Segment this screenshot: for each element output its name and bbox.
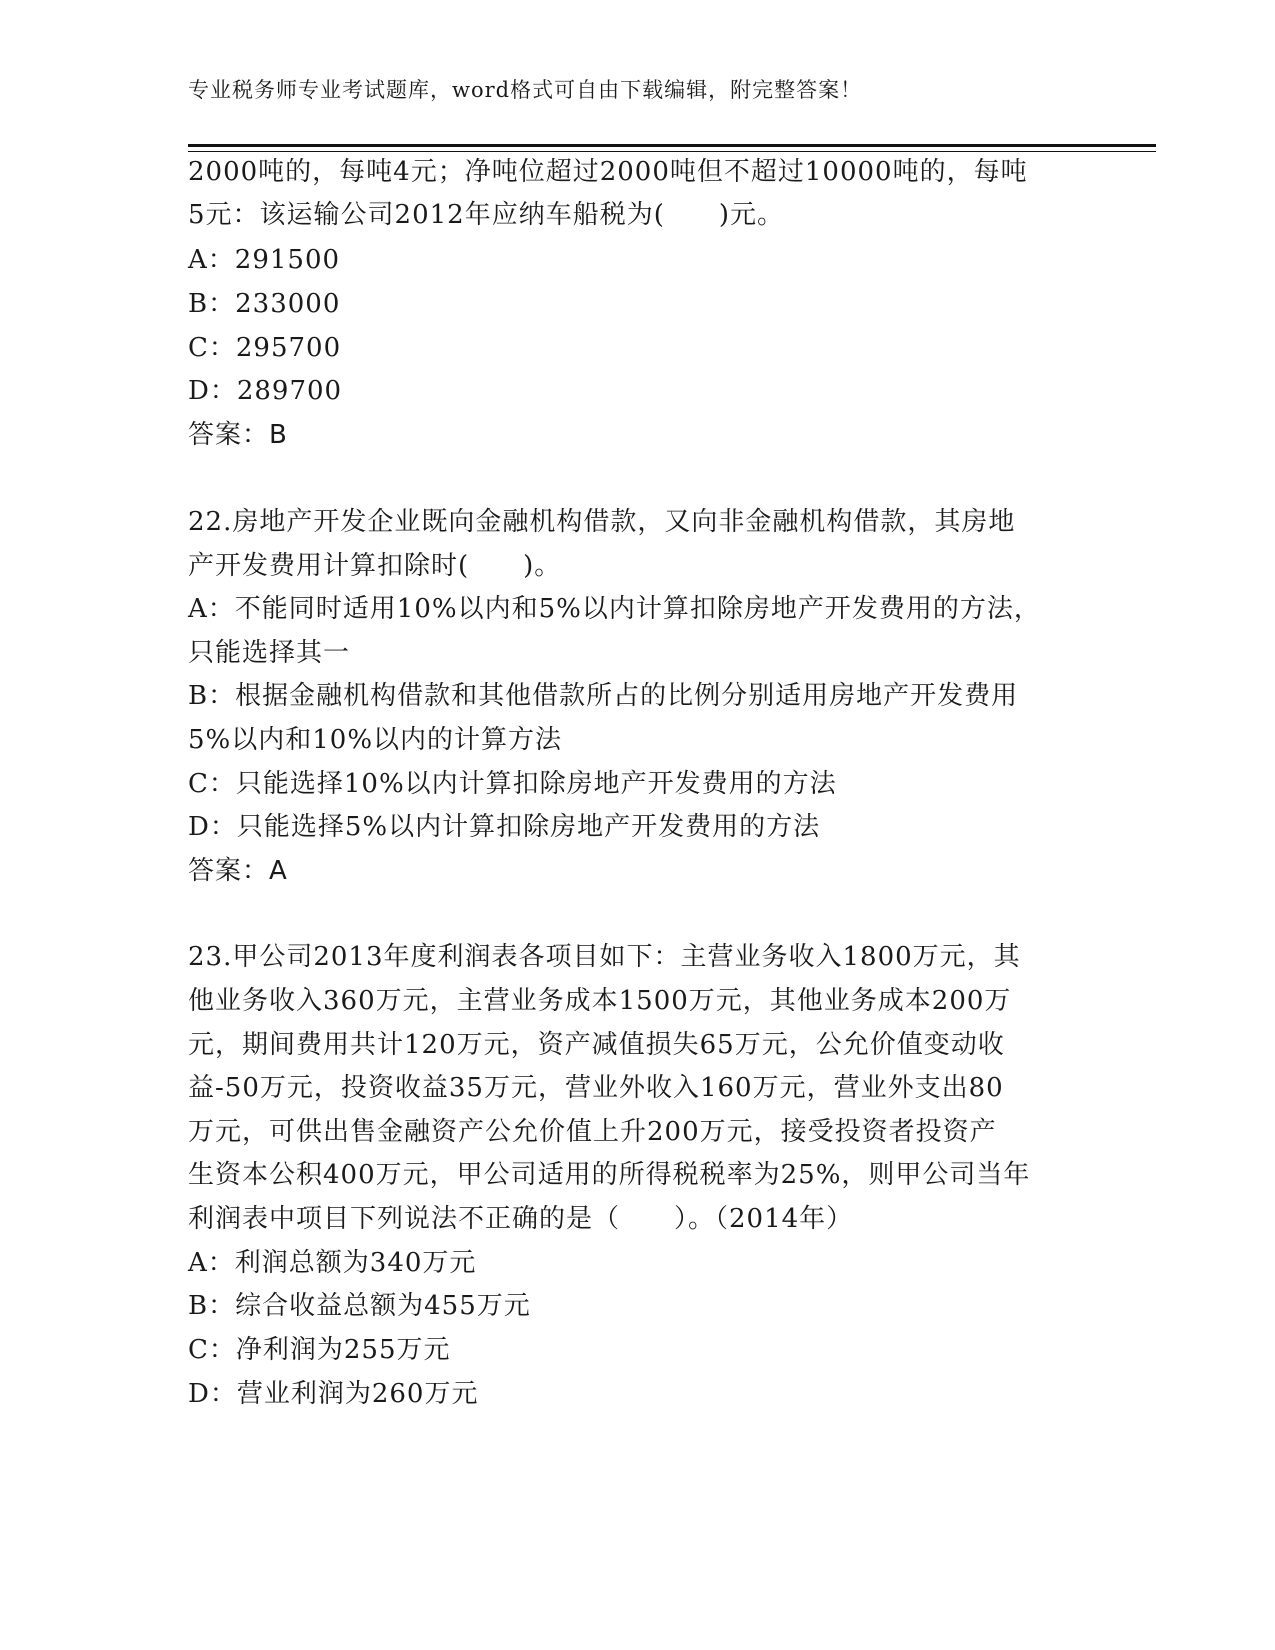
q21-option-a: A：291500 bbox=[188, 245, 341, 275]
header-rule-thin bbox=[188, 151, 1156, 152]
q23-stem-line1: 23.甲公司2013年度利润表各项目如下：主营业务收入1800万元，其 bbox=[188, 942, 1021, 972]
q22-answer: 答案：A bbox=[188, 856, 288, 886]
q23-option-b: B：综合收益总额为455万元 bbox=[188, 1291, 531, 1321]
q22-option-a-line2: 只能选择其一 bbox=[188, 638, 351, 668]
q21-option-b: B：233000 bbox=[188, 289, 341, 319]
q23-stem-line6: 生资本公积400万元，甲公司适用的所得税税率为25%，则甲公司当年 bbox=[188, 1160, 1031, 1190]
page-header: 专业税务师专业考试题库，word格式可自由下载编辑，附完整答案！ bbox=[188, 78, 863, 102]
q21-answer: 答案：B bbox=[188, 420, 288, 450]
q21-stem-line1: 2000吨的，每吨4元；净吨位超过2000吨但不超过10000吨的，每吨 bbox=[188, 157, 1028, 187]
q21-option-d: D：289700 bbox=[188, 376, 343, 406]
q21-stem-line2: 5元：该运输公司2012年应纳车船税为( )元。 bbox=[188, 200, 784, 230]
q21-option-c: C：295700 bbox=[188, 333, 342, 363]
q23-stem-line3: 元，期间费用共计120万元，资产减值损失65万元，公允价值变动收 bbox=[188, 1030, 1005, 1060]
header-rule-thick bbox=[188, 144, 1156, 147]
q22-option-c: C：只能选择10%以内计算扣除房地产开发费用的方法 bbox=[188, 769, 837, 799]
q22-option-a-line1: A：不能同时适用10%以内和5%以内计算扣除房地产开发费用的方法， bbox=[188, 594, 1041, 624]
q23-stem-line5: 万元，可供出售金融资产公允价值上升200万元，接受投资者投资产 bbox=[188, 1117, 997, 1147]
q23-stem-line4: 益-50万元，投资收益35万元，营业外收入160万元，营业外支出80 bbox=[188, 1073, 1004, 1103]
q23-stem-line2: 他业务收入360万元，主营业务成本1500万元，其他业务成本200万 bbox=[188, 986, 1012, 1016]
q23-option-d: D：营业利润为260万元 bbox=[188, 1379, 479, 1409]
q22-option-b-line2: 5%以内和10%以内的计算方法 bbox=[188, 725, 563, 755]
q23-option-c: C：净利润为255万元 bbox=[188, 1335, 451, 1365]
q23-stem-line7: 利润表中项目下列说法不正确的是（ ）。（2014年） bbox=[188, 1204, 854, 1234]
q22-stem-line1: 22.房地产开发企业既向金融机构借款，又向非金融机构借款，其房地 bbox=[188, 507, 1016, 537]
q22-option-d: D：只能选择5%以内计算扣除房地产开发费用的方法 bbox=[188, 812, 821, 842]
q22-stem-line2: 产开发费用计算扣除时( )。 bbox=[188, 551, 562, 581]
q23-option-a: A：利润总额为340万元 bbox=[188, 1248, 477, 1278]
q22-option-b-line1: B：根据金融机构借款和其他借款所占的比例分别适用房地产开发费用 bbox=[188, 681, 1019, 711]
